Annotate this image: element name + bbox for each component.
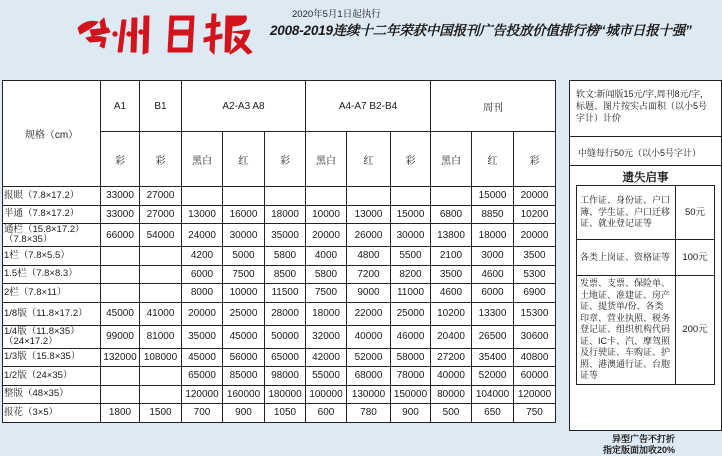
price-cell: 1050 <box>265 404 306 423</box>
price-cell: 130000 <box>347 385 391 404</box>
sub-header: 彩 <box>101 132 140 187</box>
price-cell: 55000 <box>306 367 347 386</box>
price-cell: 4200 <box>182 247 223 266</box>
price-cell: 22000 <box>347 302 391 325</box>
right-panel <box>569 80 722 431</box>
price-cell: 4000 <box>306 247 347 266</box>
lost-notice-table <box>576 185 715 385</box>
sub-header: 红 <box>347 132 391 187</box>
table-row <box>3 302 556 325</box>
price-cell: 25000 <box>391 302 431 325</box>
group-header: 周刊 <box>431 81 556 132</box>
price-cell: 8850 <box>472 205 514 224</box>
table-row <box>3 187 556 206</box>
price-cell: 6800 <box>431 205 472 224</box>
price-cell: 5000 <box>223 247 265 266</box>
price-cell: 9000 <box>347 284 391 303</box>
price-cell: 27000 <box>140 205 182 224</box>
price-cell: 27200 <box>431 348 472 367</box>
price-cell: 20400 <box>431 325 472 348</box>
sub-header: 彩 <box>391 132 431 187</box>
table-row <box>3 348 556 367</box>
price-cell: 8500 <box>265 265 306 284</box>
price-cell: 600 <box>306 404 347 423</box>
price-cell: 780 <box>347 404 391 423</box>
price-cell: 58000 <box>391 348 431 367</box>
price-cell <box>101 247 140 266</box>
table-row <box>3 247 556 266</box>
sub-header: 彩 <box>140 132 182 187</box>
ad-rate-table <box>2 80 556 423</box>
group-header: B1 <box>140 81 182 132</box>
price-cell: 11000 <box>391 284 431 303</box>
price-cell: 10000 <box>223 284 265 303</box>
price-cell: 11500 <box>265 284 306 303</box>
price-cell: 3000 <box>472 247 514 266</box>
spec-cell: 1/3版（15.8×35） <box>3 348 101 367</box>
price-cell: 65000 <box>265 348 306 367</box>
price-cell: 4600 <box>472 265 514 284</box>
price-cell: 5800 <box>265 247 306 266</box>
table-row <box>3 325 556 348</box>
table-row <box>3 284 556 303</box>
price-cell: 4800 <box>347 247 391 266</box>
price-cell: 8000 <box>182 284 223 303</box>
price-cell: 700 <box>182 404 223 423</box>
price-cell: 4600 <box>431 284 472 303</box>
price-cell: 15000 <box>472 187 514 206</box>
price-cell: 5300 <box>514 265 556 284</box>
price-cell: 150000 <box>391 385 431 404</box>
spec-cell: 1/4版（11.8×35）（24×17.2） <box>3 325 101 348</box>
spec-cell: 1栏（7.8×5.5） <box>3 247 101 266</box>
lost-notice-title: 遗失启事 <box>622 172 669 184</box>
notice-price: 50元 <box>676 186 715 240</box>
group-header: A2-A3 A8 <box>182 81 306 132</box>
price-cell: 41000 <box>140 302 182 325</box>
price-cell: 160000 <box>223 385 265 404</box>
price-cell: 750 <box>514 404 556 423</box>
group-header: A4-A7 B2-B4 <box>306 81 431 132</box>
price-cell: 78000 <box>391 367 431 386</box>
price-cell: 120000 <box>514 385 556 404</box>
price-cell: 24000 <box>182 224 223 247</box>
price-cell: 13800 <box>431 224 472 247</box>
price-cell: 50000 <box>265 325 306 348</box>
price-cell: 650 <box>472 404 514 423</box>
price-cell <box>101 265 140 284</box>
price-cell: 35000 <box>265 224 306 247</box>
price-cell: 3500 <box>431 265 472 284</box>
price-cell: 40800 <box>514 348 556 367</box>
spec-cell: 1/2版（24×35） <box>3 367 101 386</box>
price-cell: 6900 <box>514 284 556 303</box>
price-cell: 42000 <box>306 348 347 367</box>
table-row <box>3 265 556 284</box>
newspaper-logo <box>70 8 270 58</box>
price-cell <box>140 284 182 303</box>
table-row <box>3 385 556 404</box>
price-cell: 5800 <box>306 265 347 284</box>
price-cell: 80000 <box>431 385 472 404</box>
notice-items: 各类上岗证、资格证等 <box>577 240 676 276</box>
notice-price: 200元 <box>676 276 715 385</box>
price-cell: 28000 <box>265 302 306 325</box>
price-cell: 45000 <box>223 325 265 348</box>
sub-header: 黑白 <box>182 132 223 187</box>
price-cell: 10200 <box>514 205 556 224</box>
sub-header: 红 <box>223 132 265 187</box>
price-cell: 25000 <box>223 302 265 325</box>
price-cell: 27000 <box>140 187 182 206</box>
price-cell <box>101 367 140 386</box>
notice-price: 100元 <box>676 240 715 276</box>
price-cell: 132000 <box>101 348 140 367</box>
price-cell: 85000 <box>223 367 265 386</box>
price-cell: 180000 <box>265 385 306 404</box>
spec-cell: 报眼（7.8×17.2） <box>3 187 101 206</box>
price-cell: 56000 <box>223 348 265 367</box>
price-cell: 98000 <box>265 367 306 386</box>
spec-cell: 通栏（15.8×17.2）（7.8×35） <box>3 224 101 247</box>
price-cell: 66000 <box>101 224 140 247</box>
group-header: A1 <box>101 81 140 132</box>
sub-header: 彩 <box>265 132 306 187</box>
spec-cell: 整版（48×35） <box>3 385 101 404</box>
price-cell: 100000 <box>306 385 347 404</box>
price-cell: 52000 <box>347 348 391 367</box>
price-cell: 6000 <box>472 284 514 303</box>
table-row <box>3 367 556 386</box>
price-cell: 13000 <box>182 205 223 224</box>
price-cell: 26000 <box>347 224 391 247</box>
price-cell: 20000 <box>514 187 556 206</box>
price-cell: 65000 <box>182 367 223 386</box>
price-cell <box>140 247 182 266</box>
price-cell: 16000 <box>223 205 265 224</box>
table-row <box>3 205 556 224</box>
price-cell: 30600 <box>514 325 556 348</box>
price-cell: 104000 <box>472 385 514 404</box>
gutter-line-pricing: 中缝每行50元（以小5号字计） <box>578 148 702 158</box>
price-cell: 20000 <box>514 224 556 247</box>
sub-header: 黑白 <box>306 132 347 187</box>
soft-article-pricing: 软文:新闻版15元/字,周刊8元/字，标题、图片按实占面积（以小5号字计）计价 <box>576 89 710 123</box>
price-cell: 13000 <box>347 205 391 224</box>
price-cell: 30000 <box>391 224 431 247</box>
price-cell: 10200 <box>431 302 472 325</box>
price-cell: 7500 <box>306 284 347 303</box>
price-cell: 2100 <box>431 247 472 266</box>
price-cell: 18000 <box>472 224 514 247</box>
price-cell: 8200 <box>391 265 431 284</box>
price-cell: 20000 <box>182 302 223 325</box>
sub-header: 黑白 <box>431 132 472 187</box>
price-cell <box>223 187 265 206</box>
sub-header: 彩 <box>514 132 556 187</box>
price-cell: 108000 <box>140 348 182 367</box>
price-cell: 35000 <box>182 325 223 348</box>
award-slogan: 2008-2019连续十二年荣获中国报刊广告投放价值排行榜“城市日报十强” <box>270 23 692 38</box>
price-cell: 45000 <box>182 348 223 367</box>
price-cell: 32000 <box>306 325 347 348</box>
table-row <box>3 224 556 247</box>
price-cell <box>391 187 431 206</box>
price-cell: 45000 <box>101 302 140 325</box>
price-cell: 18000 <box>306 302 347 325</box>
price-cell: 15000 <box>391 205 431 224</box>
price-cell: 33000 <box>101 205 140 224</box>
footer-note: 异型广告不打折 <box>612 434 676 444</box>
price-cell <box>306 187 347 206</box>
spec-header: 规格（cm） <box>3 81 101 187</box>
price-cell: 40000 <box>347 325 391 348</box>
price-cell: 15300 <box>514 302 556 325</box>
notice-items: 工作证、身份证、户口簿、学生证、户口迁移证、就业登记证等 <box>577 186 676 240</box>
price-cell: 30000 <box>223 224 265 247</box>
price-cell: 20000 <box>306 224 347 247</box>
price-cell: 18000 <box>265 205 306 224</box>
price-cell: 81000 <box>140 325 182 348</box>
price-cell <box>101 284 140 303</box>
price-cell: 52000 <box>472 367 514 386</box>
price-cell <box>140 385 182 404</box>
footer-note: 指定版面加收20% <box>603 445 676 455</box>
divider <box>570 165 721 166</box>
price-cell <box>431 187 472 206</box>
price-cell: 5500 <box>391 247 431 266</box>
price-cell: 900 <box>223 404 265 423</box>
price-cell <box>182 187 223 206</box>
price-cell: 6000 <box>182 265 223 284</box>
table-row <box>3 404 556 423</box>
divider <box>570 136 721 137</box>
spec-cell: 2栏（7.8×11） <box>3 284 101 303</box>
price-cell <box>140 367 182 386</box>
price-cell: 33000 <box>101 187 140 206</box>
price-cell <box>101 385 140 404</box>
effective-date: 2020年5月1日起执行 <box>292 9 381 20</box>
price-cell: 40000 <box>431 367 472 386</box>
price-cell: 3500 <box>514 247 556 266</box>
spec-cell: 1.5栏（7.8×8.3） <box>3 265 101 284</box>
price-cell: 13300 <box>472 302 514 325</box>
price-cell: 10000 <box>306 205 347 224</box>
price-cell: 120000 <box>182 385 223 404</box>
price-cell <box>265 187 306 206</box>
price-cell <box>140 265 182 284</box>
price-cell: 54000 <box>140 224 182 247</box>
price-cell: 7500 <box>223 265 265 284</box>
price-cell: 35400 <box>472 348 514 367</box>
price-cell: 1500 <box>140 404 182 423</box>
price-cell: 900 <box>391 404 431 423</box>
price-cell: 1800 <box>101 404 140 423</box>
price-cell <box>347 187 391 206</box>
notice-items: 发票、支票、保险单、土地证、准建证、房产证、提货单/份、各类印章、营业执照、税务登记证、组织机构代码证、IC卡、汽、摩驾照及行驶证、车购证、护照、港澳通行证、台胞证等 <box>577 276 676 385</box>
price-cell: 500 <box>431 404 472 423</box>
price-cell: 99000 <box>101 325 140 348</box>
spec-cell: 报花（3×5） <box>3 404 101 423</box>
sub-header: 红 <box>472 132 514 187</box>
spec-cell: 1/8版（11.8×17.2） <box>3 302 101 325</box>
price-cell: 26500 <box>472 325 514 348</box>
price-cell: 60000 <box>514 367 556 386</box>
spec-cell: 半通（7.8×17.2） <box>3 205 101 224</box>
price-cell: 68000 <box>347 367 391 386</box>
price-cell: 46000 <box>391 325 431 348</box>
price-cell: 7200 <box>347 265 391 284</box>
